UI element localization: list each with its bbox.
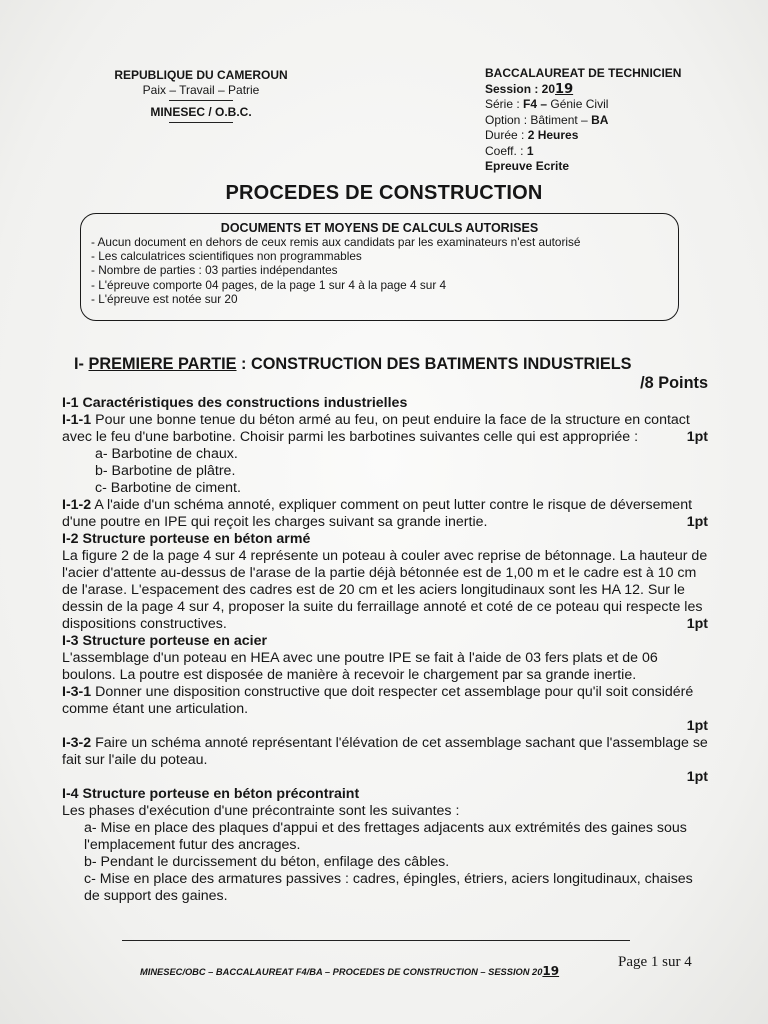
points-label: 1pt [686, 616, 708, 632]
ministry-name: MINESEC / O.B.C. [150, 105, 252, 119]
phase-item: b- Pendant le durcissement du béton, enfilage des câbles. [84, 854, 450, 870]
serie-line: Série : F4 – Génie Civil [485, 97, 609, 111]
coefficient-line: Coeff. : 1 [485, 143, 534, 158]
section-heading: I-2 Structure porteuse en béton armé [62, 531, 311, 547]
instructions-box [80, 213, 679, 321]
section-text: La figure 2 de la page 4 sur 4 représente un poteau à couler avec reprise de bétonnage. La hauteur de l'acier d'attente au-dessus de l'arase de la partie déjà bétonnée est de 1,00 m et le cadre est à 10 cm de l'arase. L'espacement des cadres est de 20 cm et les aciers longitudinaux sont les HA 12. Sur le dessin de la page 4 sur 4, proposer la suite du ferraillage annoté et coté de ce poteau qui respecte les dispositions constructives. 1pt [62, 548, 708, 632]
part-points: /8 Points [640, 374, 708, 392]
document-title: PROCEDES DE CONSTRUCTION [225, 182, 543, 204]
question-1-1-2: I-1-2 A l'aide d'un schéma annoté, expliquer comment on peut lutter contre le risque de déversement d'une poutre en IPE qui reçoit les charges suivant sa grande inertie. 1pt [62, 497, 708, 530]
instruction-item: - Aucun document en dehors de ceux remis aux candidats par les examinateurs n'est autorisé [91, 235, 581, 249]
option-line: Option : Bâtiment – BA [485, 112, 609, 127]
instruction-item: - L'épreuve est notée sur 20 [91, 291, 238, 306]
exam-body [62, 355, 708, 905]
section-heading: I-4 Structure porteuse en béton précontraint [62, 786, 360, 802]
instruction-item: - Les calculatrices scientifiques non programmables [91, 249, 362, 264]
header-left [92, 68, 310, 124]
header-divider [169, 122, 233, 123]
header-divider [169, 100, 233, 101]
points-label: 1pt [686, 429, 708, 445]
footer-text: MINESEC/OBC – BACCALAUREAT F4/BA – PROCEDES DE CONSTRUCTION – SESSION 2019 [140, 964, 560, 978]
instruction-item: - Nombre de parties : 03 parties indépendantes [91, 263, 338, 278]
section-text: Les phases d'exécution d'une précontrainte sont les suivantes : [62, 803, 460, 819]
question-1-3-2: I-3-2 Faire un schéma annoté représentant l'élévation de cet assemblage sachant que l'assemblage se fait sur l'aile du poteau. [62, 735, 708, 768]
section-heading: I-3 Structure porteuse en acier [62, 633, 267, 649]
duration-line: Durée : 2 Heures [485, 128, 579, 142]
points-label: 1pt [686, 718, 708, 734]
page-number: Page 1 sur 4 [618, 954, 692, 970]
points-label: 1pt [686, 514, 708, 530]
answer-option: a- Barbotine de chaux. [95, 446, 238, 462]
question-1-1-1: I-1-1 Pour une bonne tenue du béton armé au feu, on peut enduire la face de la structure en contact avec le feu d'une barbotine. Choisir parmi les barbotines suivantes celle qui est appropriée : 1pt [62, 412, 708, 445]
instruction-item: - L'épreuve comporte 04 pages, de la page 1 sur 4 à la page 4 sur 4 [91, 277, 447, 292]
country-name: REPUBLIQUE DU CAMEROUN [114, 68, 288, 82]
section-text: L'assemblage d'un poteau en HEA avec une poutre IPE se fait à l'aide de 03 fers plats et de 06 boulons. La poutre est disposée de manière à recevoir le chargement par sa grande inertie. [62, 650, 658, 683]
answer-option: b- Barbotine de plâtre. [95, 463, 236, 479]
section-heading: I-1 Caractéristiques des constructions industrielles [62, 395, 408, 411]
exam-type: Epreuve Ecrite [485, 159, 570, 173]
answer-option: c- Barbotine de ciment. [95, 480, 241, 496]
instructions-heading: DOCUMENTS ET MOYENS DE CALCULS AUTORISES [220, 221, 539, 235]
handwritten-year: 19 [555, 81, 574, 97]
exam-name: BACCALAUREAT DE TECHNICIEN [485, 66, 682, 80]
phase-item: c- Mise en place des armatures passives : cadres, épingles, étriers, aciers longitudinaux, chaises de support des gaines. [84, 871, 693, 904]
points-label: 1pt [686, 769, 708, 785]
footer-rule [122, 940, 630, 941]
question-1-3-1: I-3-1 Donner une disposition constructive que doit respecter cet assemblage pour qu'il soit considéré comme étant une articulation. [62, 684, 694, 717]
session-line: Session : 2019 [485, 81, 574, 97]
phase-item: a- Mise en place des plaques d'appui et des frettages adjacents aux extrémités des gaines sous l'emplacement futur des ancrages. [84, 820, 687, 853]
part-heading: I- PREMIERE PARTIE : CONSTRUCTION DES BATIMENTS INDUSTRIELS [74, 355, 632, 373]
national-motto: Paix – Travail – Patrie [142, 83, 260, 97]
handwritten-year: 19 [542, 964, 560, 978]
header-right [485, 66, 745, 175]
